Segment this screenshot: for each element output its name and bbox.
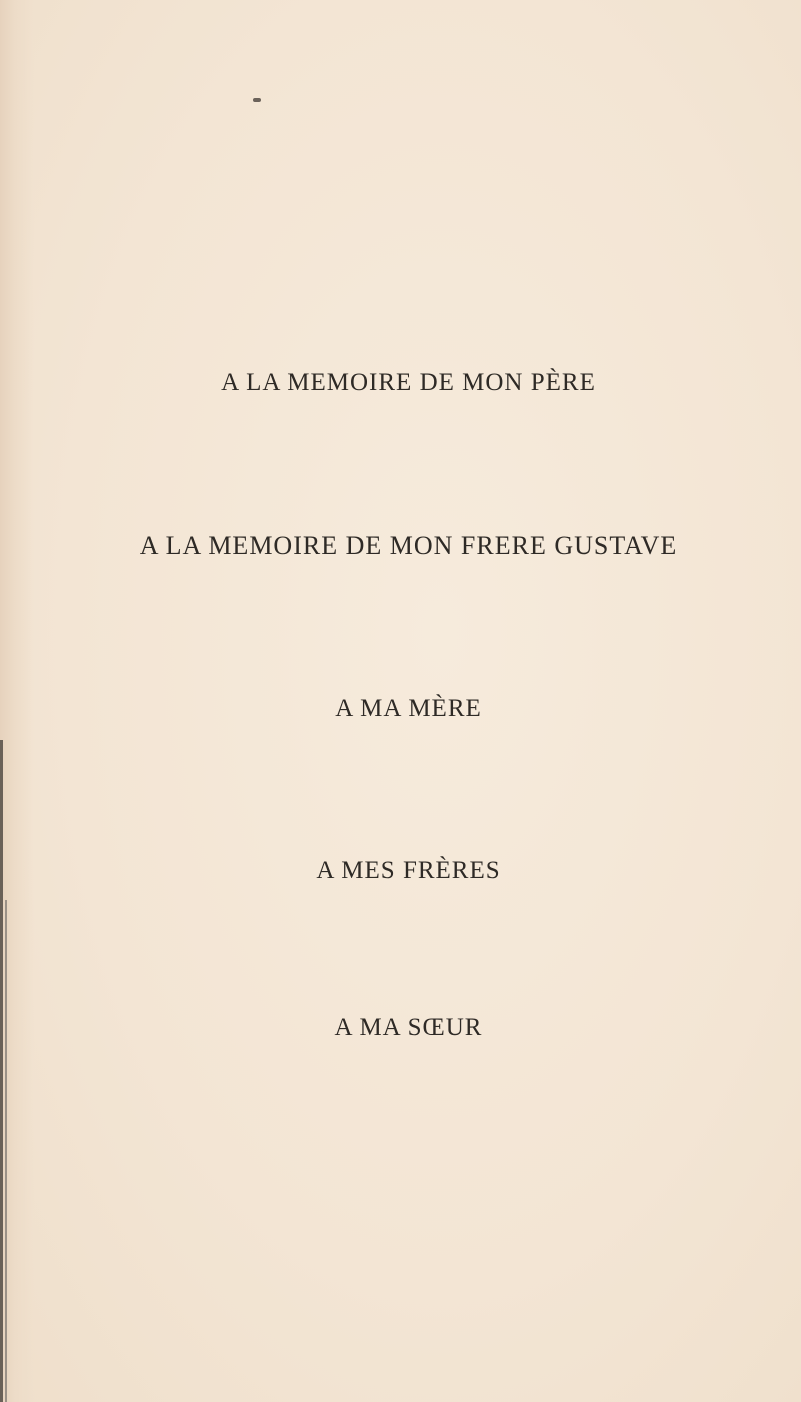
ink-speck <box>253 98 261 102</box>
dedication-brothers: A MES FRÈRES <box>316 857 501 884</box>
page-binding-edge-inner <box>5 900 7 1402</box>
page-binding-edge <box>0 740 3 1402</box>
dedication-mother: A MA MÈRE <box>335 695 482 722</box>
dedication-brother-gustave: A LA MEMOIRE DE MON FRERE GUSTAVE <box>139 531 678 560</box>
dedication-father: A LA MEMOIRE DE MON PÈRE <box>221 369 596 396</box>
dedication-sister: A MA SŒUR <box>334 1014 483 1041</box>
